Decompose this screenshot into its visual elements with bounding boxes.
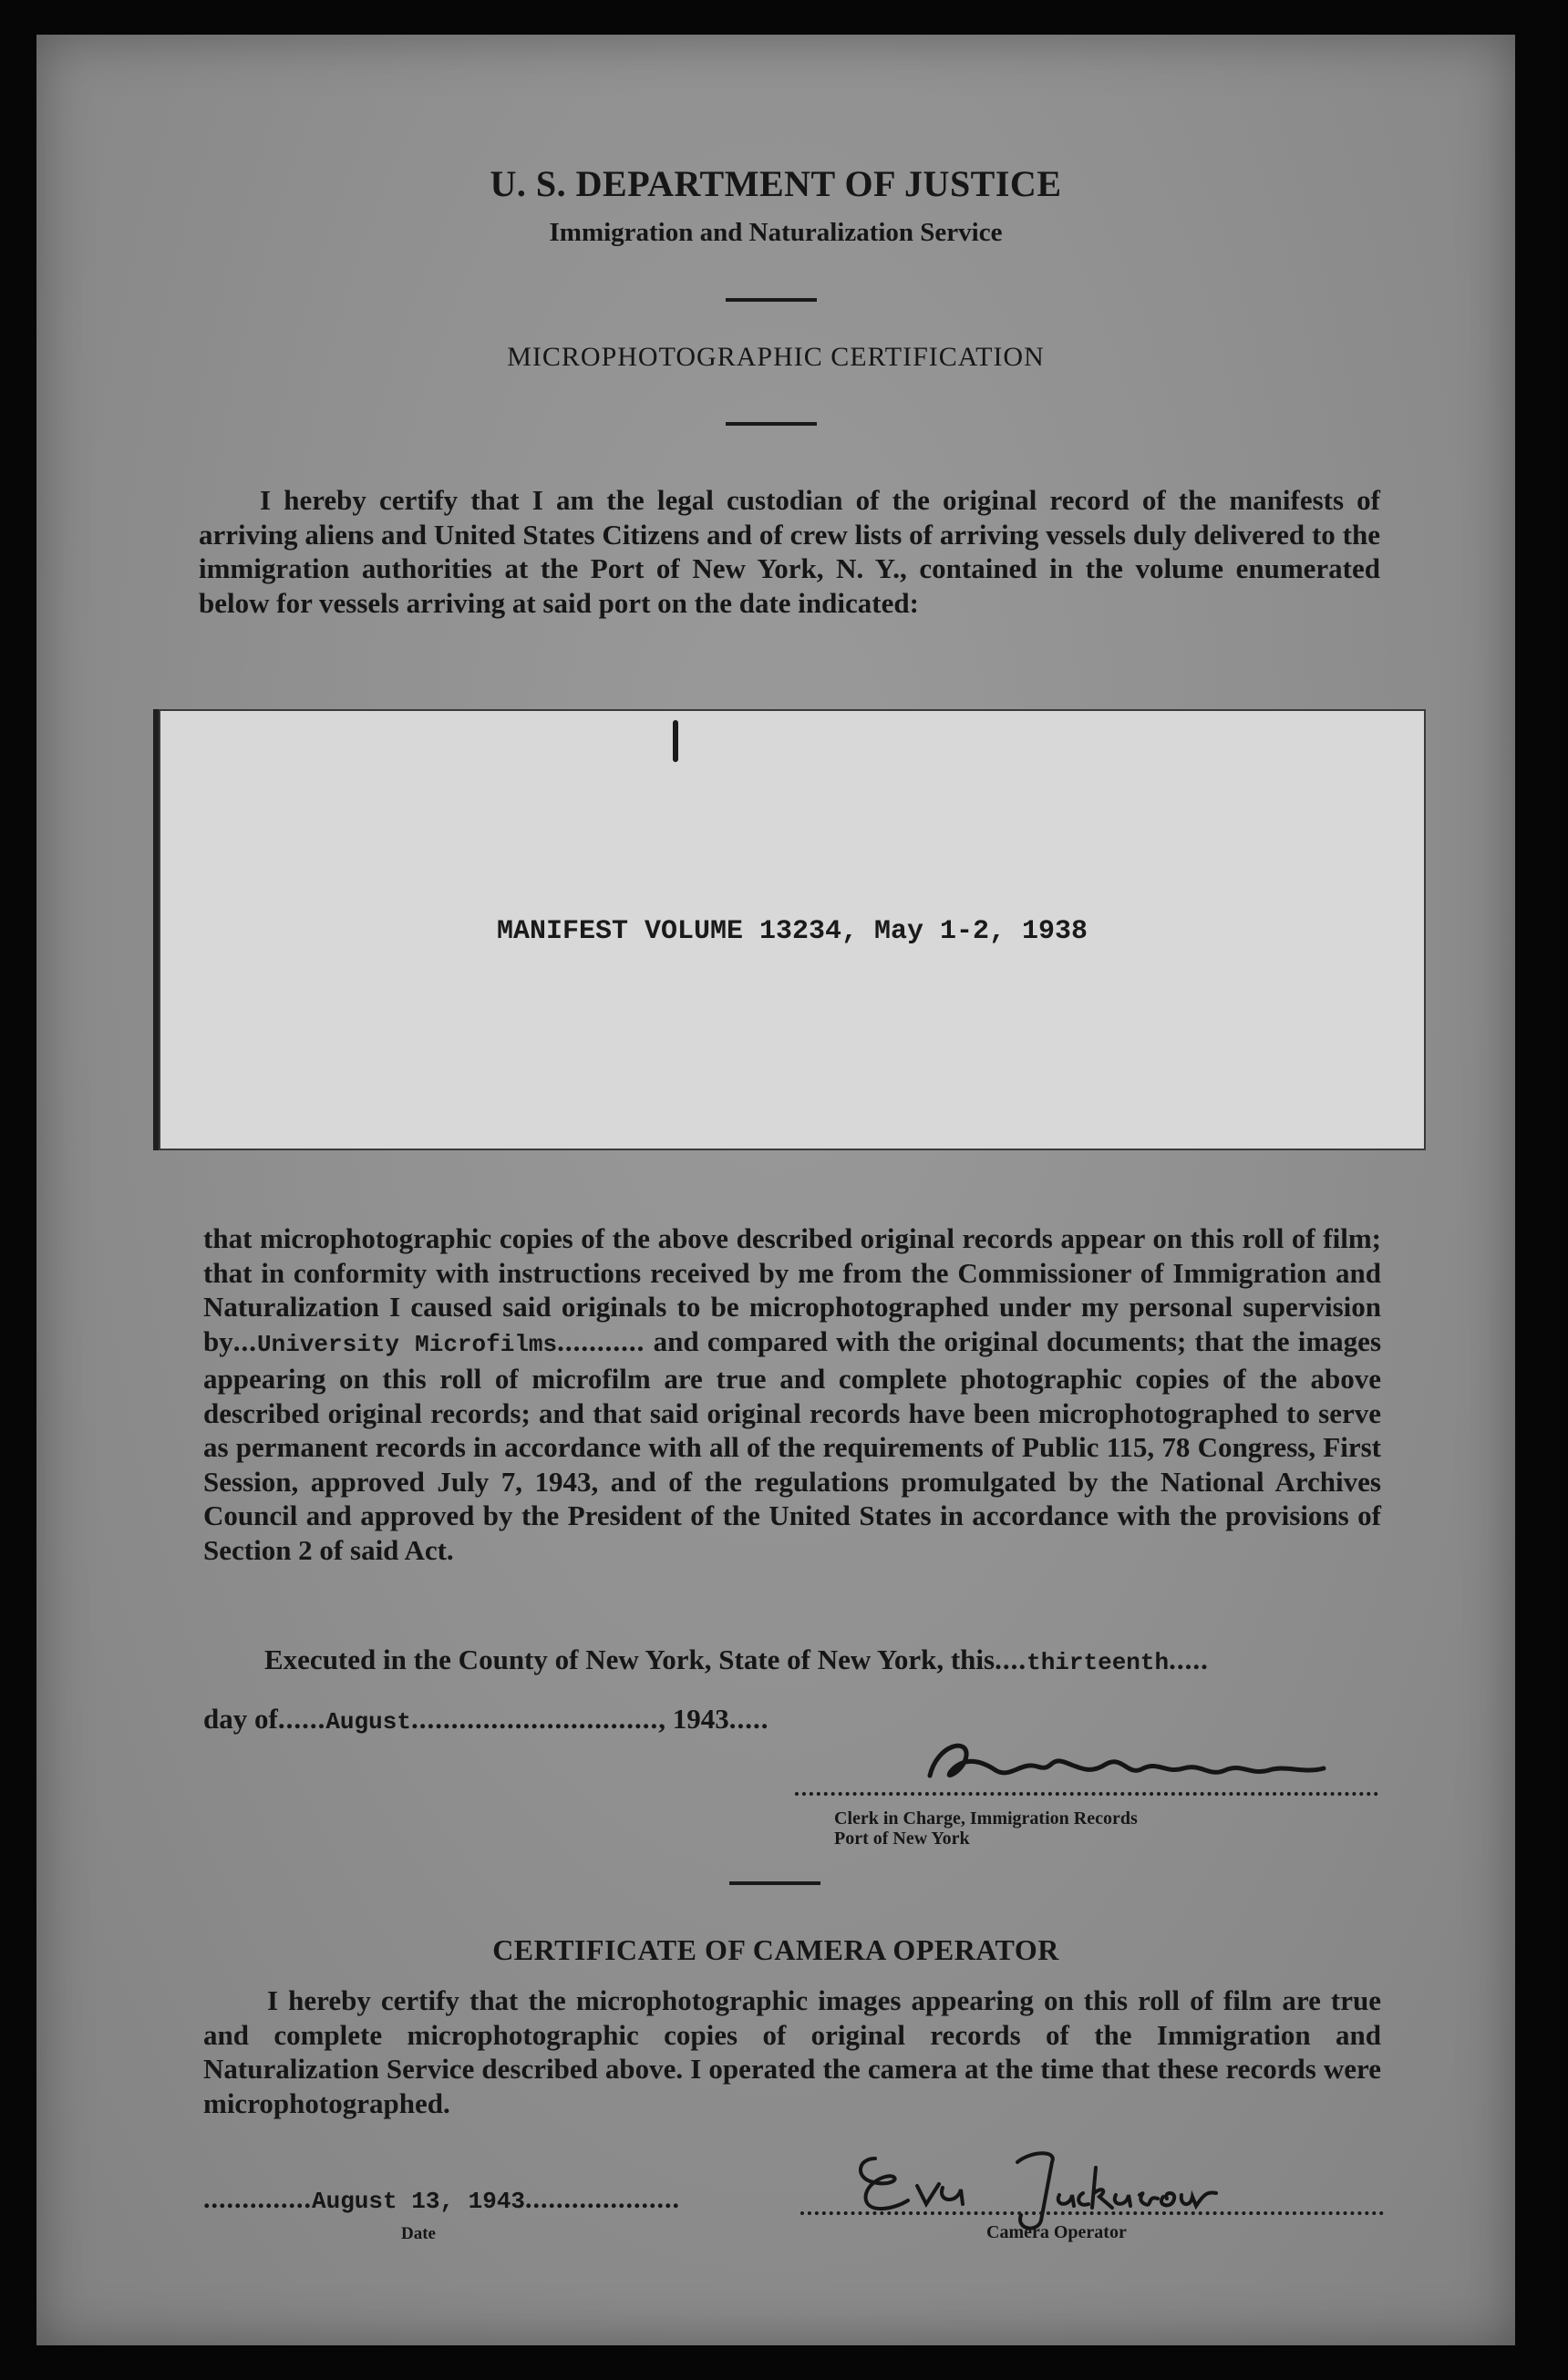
dotted-filler: ..... [1169,1643,1209,1675]
execution-month: August [325,1708,411,1736]
operator-date: August 13, 1943 [312,2188,526,2215]
camera-certificate-paragraph: I hereby certify that the microphotographic images appearing on this roll of film are true and complete microphotographic copies of original records of the Immigration and Naturalization Service described above. I operated the camera at the time that these records were microphotographed. [203,1984,1381,2119]
manifest-label-slip [159,709,1426,1150]
divider [726,298,817,302]
divider [726,422,817,426]
dotted-filler: .................... [525,2184,681,2214]
clerk-title-line2: Port of New York [834,1829,970,1849]
camera-operator-signature [830,2131,1222,2231]
dotted-filler: ...... [277,1703,326,1735]
department-heading: U. S. DEPARTMENT OF JUSTICE [490,163,1062,204]
certification-body [203,1221,1381,1567]
execution-day: thirteenth [1026,1649,1170,1676]
certification-title: MICROPHOTOGRAPHIC CERTIFICATION [507,342,1045,372]
certificate-page [36,35,1515,2345]
dotted-filler: ..... [728,1703,769,1735]
date-line [203,2184,714,2215]
day-of-label: day of [203,1703,278,1735]
operator-signature-line [800,2211,1384,2215]
execution-line [264,1643,1386,1676]
date-label: Date [401,2224,436,2243]
body-text-part1: that microphotographic copies of the above described original records appear on this roll of film; that in conformity with instructions received by me from the Commissioner of Immigration and Naturalization I caused said originals to be microphotographed under my personal supervision by [203,1222,1381,1357]
dotted-filler: .............. [203,2184,312,2214]
clerk-title-line1: Clerk in Charge, Immigration Records [834,1808,1138,1829]
dotted-filler: ... [232,1324,257,1357]
divider [729,1881,820,1885]
service-subheading: Immigration and Naturalization Service [549,218,1003,247]
filming-company: University Microfilms [257,1330,558,1358]
clerk-signature-line [795,1792,1378,1796]
camera-operator-label: Camera Operator [986,2222,1127,2242]
execution-text: Executed in the County of New York, State of New York, this [264,1643,995,1675]
day-of-line [203,1703,933,1736]
body-text-part2: and compared with the original documents; that the images appearing on this roll of microfilm are true and complete photographic copies of the above described original records; and that said original records have been microphotographed to serve as permanent records in accordance with all of the requirements of Public 115, 78 Congress, First Session, approved July 7, 1943, and of the regulations promulgated by the National Archives Council and approved by the President of the United States in accordance with the provisions of Section 2 of said Act. [203,1324,1382,1566]
execution-year: , 1943 [658,1703,729,1735]
intro-paragraph: I hereby certify that I am the legal custodian of the original record of the manifests of arriving aliens and United States Citizens and of crew lists of arriving vessels duly delivered to the immigration authorities at the Port of New York, N. Y., contained in the volume enumerated below for vessels arriving at said port on the date indicated: [199,484,1380,619]
tear-mark [673,720,678,762]
clerk-signature [912,1728,1331,1801]
dotted-filler: .... [995,1643,1027,1675]
camera-certificate-title: CERTIFICATE OF CAMERA OPERATOR [492,1933,1059,1966]
dotted-filler: ............................... [410,1703,659,1735]
dotted-filler: ........... [557,1324,645,1357]
clerk-title [834,1808,1138,1849]
manifest-volume-text: MANIFEST VOLUME 13234, May 1-2, 1938 [496,916,1088,947]
